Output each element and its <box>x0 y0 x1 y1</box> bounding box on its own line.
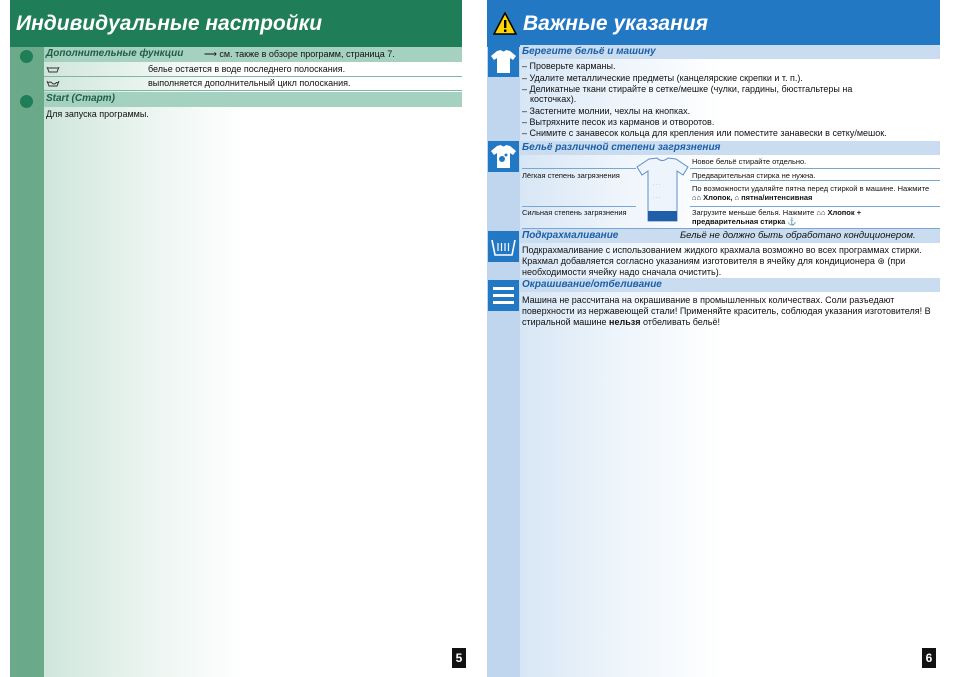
starch-note: Бельё не должно быть обработано кондиционером. <box>680 230 916 241</box>
left-content-area <box>44 47 462 677</box>
dyeing-text: Машина не рассчитана на окрашивание в промышленных количествах. Соли разъедают поверхности из нержавеющей стали! Применяйте краситель, соблюдая указания изготовителя! В стиральной машине нельзя отбеливать бельё! <box>522 295 931 327</box>
warning-icon <box>493 12 517 36</box>
cotton-icon: ⌂⌂ <box>816 208 826 217</box>
heavy-soiling-line: Загрузите меньше белья. Нажмите ⌂⌂ Хлопок + <box>692 208 862 217</box>
light-soiling-label: Лёгкая степень загрязнения <box>522 171 620 180</box>
rinse-hold-icon <box>46 64 60 76</box>
divider <box>690 180 940 181</box>
prewash-line: предварительная стирка ⚓ <box>692 217 797 226</box>
care-label: Берегите бельё и машину <box>522 46 656 57</box>
svg-text:· · ·: · · · <box>653 195 661 201</box>
divider <box>690 206 940 207</box>
stain-program-line: ⌂⌂ Хлопок, ⌂ пятна/интенсивная <box>692 193 813 202</box>
new-laundry-text: Новое бельё стирайте отдельно. <box>692 157 807 166</box>
prewash-icon: ⚓ <box>787 217 797 226</box>
soiling-header <box>520 141 940 155</box>
shirt-icon <box>488 46 519 77</box>
table-row <box>44 77 462 91</box>
extra-functions-note: ⟶ см. также в обзоре программ, страница 7. <box>204 49 395 59</box>
list-item: – Проверьте карманы. <box>522 61 616 71</box>
start-header <box>44 92 462 107</box>
dyeing-icon <box>488 280 519 311</box>
shirt-illustration <box>635 157 690 223</box>
cotton-icon: ⌂⌂ <box>692 193 702 202</box>
soiling-label: Бельё различной степени загрязнения <box>522 142 721 153</box>
left-page-title: Индивидуальные настройки <box>16 12 323 35</box>
start-text: Для запуска программы. <box>46 109 149 119</box>
arrow-icon: ⟶ <box>204 49 217 59</box>
page-number: 6 <box>922 648 936 668</box>
light-soiling-text: Предварительная стирка не нужна. <box>692 171 816 180</box>
starch-header <box>520 229 940 243</box>
right-page-title: Важные указания <box>523 12 708 35</box>
extra-rinse-icon <box>46 78 60 90</box>
list-item: – Вытряхните песок из карманов и отворотов. <box>522 117 715 127</box>
list-item: косточках). <box>530 94 577 104</box>
list-item: – Застегните молнии, чехлы на кнопках. <box>522 106 691 116</box>
row-text: белье остается в воде последнего полоскания. <box>148 64 346 74</box>
starch-icon <box>488 231 519 262</box>
right-title-band <box>487 0 940 47</box>
page-number: 5 <box>452 648 466 668</box>
section-bullet-icon <box>20 95 33 108</box>
left-side-strip <box>10 47 44 677</box>
start-label: Start (Старт) <box>46 93 115 104</box>
table-row <box>44 63 462 77</box>
row-text: выполняется дополнительный цикл полоскания. <box>148 78 351 88</box>
starch-label: Подкрахмаливание <box>522 230 619 241</box>
right-page <box>487 0 940 677</box>
starch-text: Подкрахмаливание с использованием жидкого крахмала возможно во всех программах стирки. Крахмал добавляется согласно указаниям изготовителя в ячейку для кондиционера ⊛ (при необходимости ячейку надо сначала очистить). <box>522 245 922 277</box>
left-title-band <box>10 0 462 47</box>
list-item: – Снимите с занавесок кольца для крепления или поместите занавески в сетку/мешок. <box>522 128 887 138</box>
stain-text: По возможности удаляйте пятна перед стиркой в машине. Нажмите <box>692 184 930 193</box>
divider <box>690 168 940 169</box>
section-bullet-icon <box>20 50 33 63</box>
heavy-soiling-label: Сильная степень загрязнения <box>522 208 627 217</box>
divider <box>522 168 636 169</box>
care-header <box>520 45 940 59</box>
dyeing-label: Окрашивание/отбеливание <box>522 279 662 290</box>
list-item: – Деликатные ткани стирайте в сетке/мешке (чулки, гардины, бюстгальтеры на <box>522 84 853 94</box>
dyeing-header <box>520 278 940 292</box>
stained-shirt-icon <box>488 141 519 172</box>
extra-functions-label: Дополнительные функции <box>46 48 184 59</box>
left-page <box>10 0 462 677</box>
divider <box>522 206 636 207</box>
stain-icon: ⌂ <box>734 193 739 202</box>
svg-text:· · ·: · · · <box>653 182 661 188</box>
list-item: – Удалите металлические предметы (канцелярские скрепки и т. п.). <box>522 73 803 83</box>
extra-functions-header <box>44 47 462 62</box>
